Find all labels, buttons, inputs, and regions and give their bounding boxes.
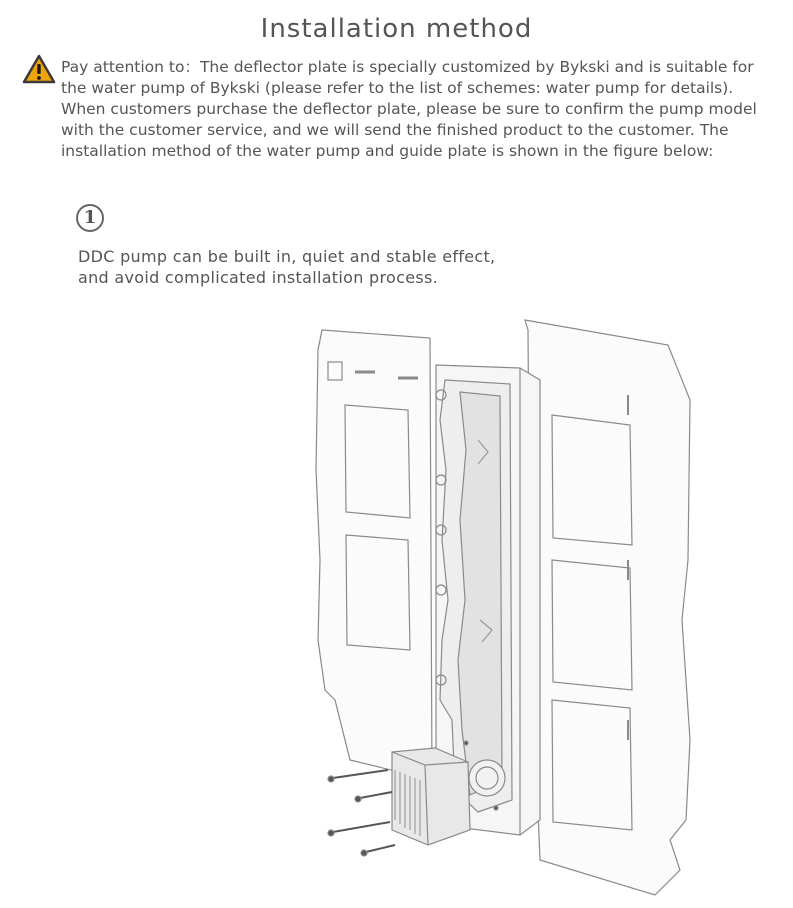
page-title: Installation method xyxy=(260,14,533,44)
warning-triangle-icon xyxy=(22,54,56,84)
step-description-line-2: and avoid complicated installation process. xyxy=(78,268,439,287)
step-number-badge: 1 xyxy=(76,204,104,232)
notice-text: Pay attention to：The deflector plate is specially customized by Bykski and is suitable for the water pump of Bykski (please refer to the list of schemes: water pump for details). When customers purchase the deflector plate, please be sure to confirm the pump model with the customer service, and we will send the finished product to the customer. The installation method of the water pump and guide plate is shown in the figure below: xyxy=(61,58,757,160)
step-description xyxy=(78,246,578,288)
distribution-plate-illustration xyxy=(300,310,700,900)
step-description-line-1: DDC pump can be built in, quiet and stable effect, xyxy=(78,247,496,266)
